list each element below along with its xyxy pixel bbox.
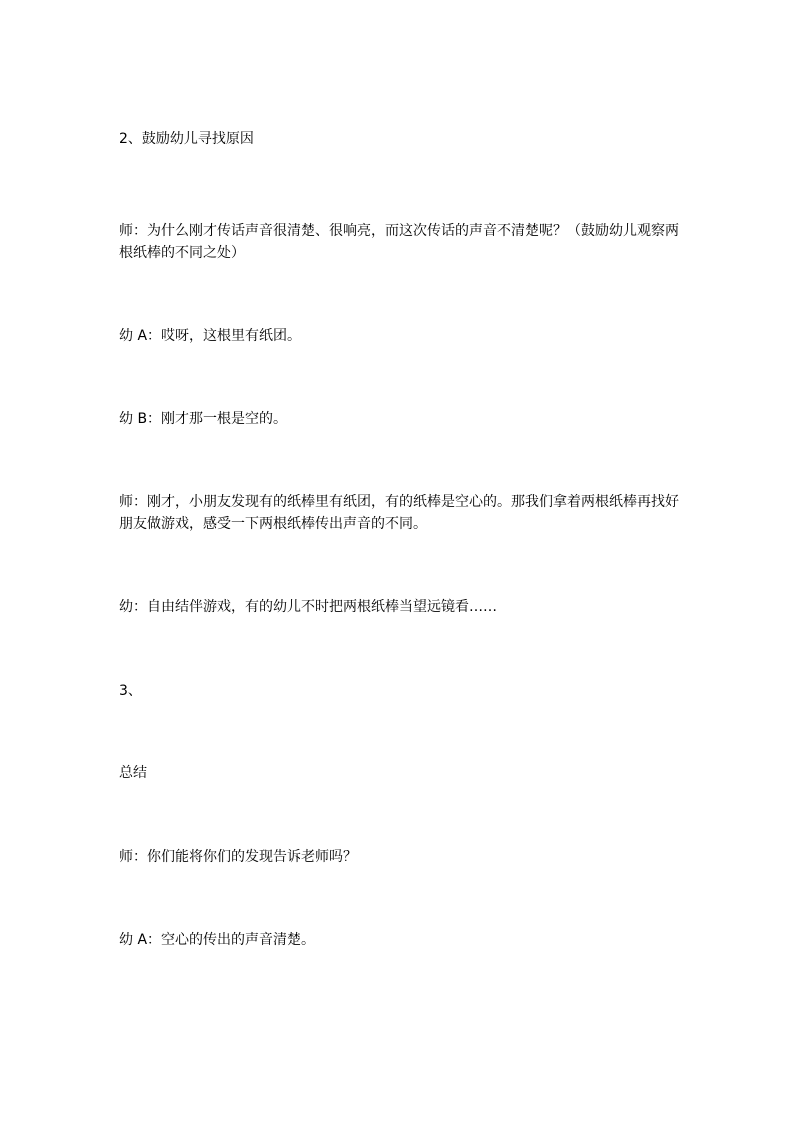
- section-heading-2: 2、鼓励幼儿寻找原因: [119, 131, 254, 147]
- teacher-explanation-paragraph: 师：刚才，小朋友发现有的纸棒里有纸团，有的纸棒是空心的。那我们拿着两根纸棒再找好朋友做游戏，感受一下两根纸棒传出声音的不同。: [119, 494, 679, 532]
- summary-heading: 总结: [119, 765, 147, 781]
- section-heading-3: 3、: [119, 683, 142, 699]
- teacher-question-paragraph: 师：为什么刚才传话声音很清楚、很响亮，而这次传话的声音不清楚呢？（鼓励幼儿观察两根纸棒的不同之处）: [119, 223, 679, 261]
- child-b-reply: 幼 B：刚才那一根是空的。: [119, 411, 288, 427]
- children-activity-paragraph: 幼：自由结伴游戏，有的幼儿不时把两根纸棒当望远镜看……: [119, 599, 497, 615]
- child-a-reply: 幼 A：哎呀，这根里有纸团。: [119, 328, 302, 344]
- teacher-summary-question: 师：你们能将你们的发现告诉老师吗？: [119, 849, 357, 865]
- child-a-summary-reply: 幼 A：空心的传出的声音清楚。: [119, 932, 316, 948]
